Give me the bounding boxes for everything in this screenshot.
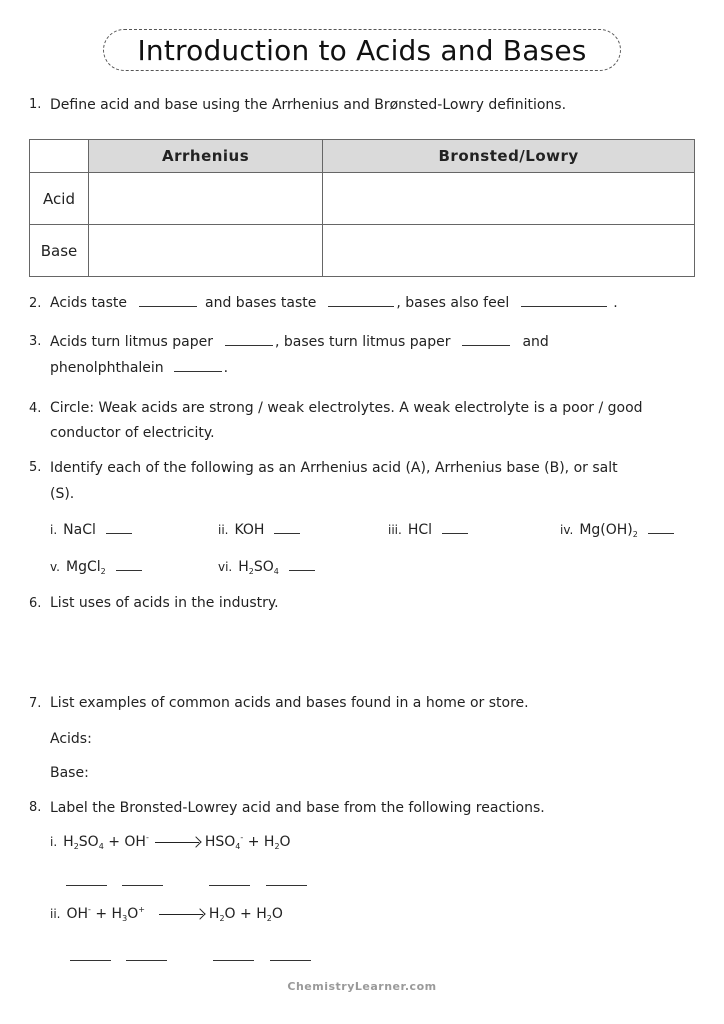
table-corner-cell xyxy=(30,140,89,173)
q6-text: List uses of acids in the industry. xyxy=(50,595,279,611)
q5-number: 5. xyxy=(29,460,42,475)
table-row xyxy=(30,225,695,277)
q8-r1-blank-3[interactable] xyxy=(209,885,250,886)
q3-number: 3. xyxy=(29,334,42,349)
q3-blank-1[interactable] xyxy=(225,329,273,346)
row-label-base: Base xyxy=(30,225,89,277)
q2-number: 2. xyxy=(29,296,42,311)
q3-blank-3[interactable] xyxy=(174,355,222,372)
q7-text: List examples of common acids and bases found in a home or store. xyxy=(50,695,529,711)
definitions-table xyxy=(29,139,695,277)
q5-item-nacl: i. NaCl xyxy=(50,521,132,538)
q8-number: 8. xyxy=(29,800,42,815)
q1-text: Define acid and base using the Arrhenius and Brønsted-Lowry definitions. xyxy=(50,97,567,113)
reaction-arrow-icon xyxy=(155,842,199,843)
q6-number: 6. xyxy=(29,596,42,611)
q2-text: Acids taste and bases taste , bases also feel . xyxy=(50,290,618,316)
q8-r1-blank-4[interactable] xyxy=(266,885,307,886)
q8-reaction-2: ii. $OH^- + H_3O^+$ $H_2O + H_2O$ xyxy=(50,905,283,923)
q8-text: Label the Bronsted-Lowrey acid and base from the following reactions. xyxy=(50,800,545,816)
acid-arrhenius-cell[interactable] xyxy=(89,173,323,225)
base-arrhenius-cell[interactable] xyxy=(89,225,323,277)
q5-item-koh: ii. KOH xyxy=(218,521,300,538)
q3-line1: Acids turn litmus paper , bases turn litmus paper and xyxy=(50,329,549,355)
q4-number: 4. xyxy=(29,401,42,416)
table-row xyxy=(30,173,695,225)
q7-base-label: Base: xyxy=(50,765,89,781)
q7-number: 7. xyxy=(29,696,42,711)
q4-line2: conductor of electricity. xyxy=(50,425,215,441)
q5-line1: Identify each of the following as an Arrhenius acid (A), Arrhenius base (B), or salt xyxy=(50,460,618,476)
q5-blank-h2so4[interactable] xyxy=(289,558,315,571)
row-label-acid: Acid xyxy=(30,173,89,225)
q5-line2: (S). xyxy=(50,486,75,502)
q3-blank-2[interactable] xyxy=(462,329,510,346)
q2-blank-3[interactable] xyxy=(521,290,607,307)
q1-number: 1. xyxy=(29,97,42,112)
q8-r2-blank-2[interactable] xyxy=(126,960,167,961)
table-header-arrhenius: Arrhenius xyxy=(89,140,323,173)
q5-item-h2so4: vi. $H_2SO_4$ xyxy=(218,558,315,576)
q8-r1-blank-1[interactable] xyxy=(66,885,107,886)
q8-r2-blank-4[interactable] xyxy=(270,960,311,961)
q8-r1-blank-2[interactable] xyxy=(122,885,163,886)
q2-blank-1[interactable] xyxy=(139,290,197,307)
title-banner xyxy=(103,29,621,71)
table-header-bronsted: Bronsted/Lowry xyxy=(323,140,695,173)
footer-watermark: ChemistryLearner.com xyxy=(287,980,437,993)
q6-answer-area[interactable] xyxy=(50,618,690,684)
base-bronsted-cell[interactable] xyxy=(323,225,695,277)
q5-item-hcl: iii. HCl xyxy=(388,521,468,538)
acid-bronsted-cell[interactable] xyxy=(323,173,695,225)
q5-item-mgcl2: v. MgCl$_2$ xyxy=(50,558,142,576)
q3-line2: phenolphthalein . xyxy=(50,355,228,381)
q7-acids-label: Acids: xyxy=(50,731,92,747)
q5-blank-nacl[interactable] xyxy=(106,521,132,534)
q5-blank-koh[interactable] xyxy=(274,521,300,534)
q5-blank-mgcl2[interactable] xyxy=(116,558,142,571)
page-title: Introduction to Acids and Bases xyxy=(137,33,587,67)
q2-blank-2[interactable] xyxy=(328,290,394,307)
q8-r2-blank-1[interactable] xyxy=(70,960,111,961)
q8-r2-blank-3[interactable] xyxy=(213,960,254,961)
reaction-arrow-icon xyxy=(159,914,203,915)
q5-blank-hcl[interactable] xyxy=(442,521,468,534)
q8-reaction-1: i. $H_2SO_4 + OH^-$ $HSO_4^- + H_2O$ xyxy=(50,833,291,851)
q4-line1: Circle: Weak acids are strong / weak electrolytes. A weak electrolyte is a poor / good xyxy=(50,400,643,416)
q5-item-mgoh2: iv. $Mg(OH)_2$ xyxy=(560,521,674,539)
q5-blank-mgoh2[interactable] xyxy=(648,521,674,534)
